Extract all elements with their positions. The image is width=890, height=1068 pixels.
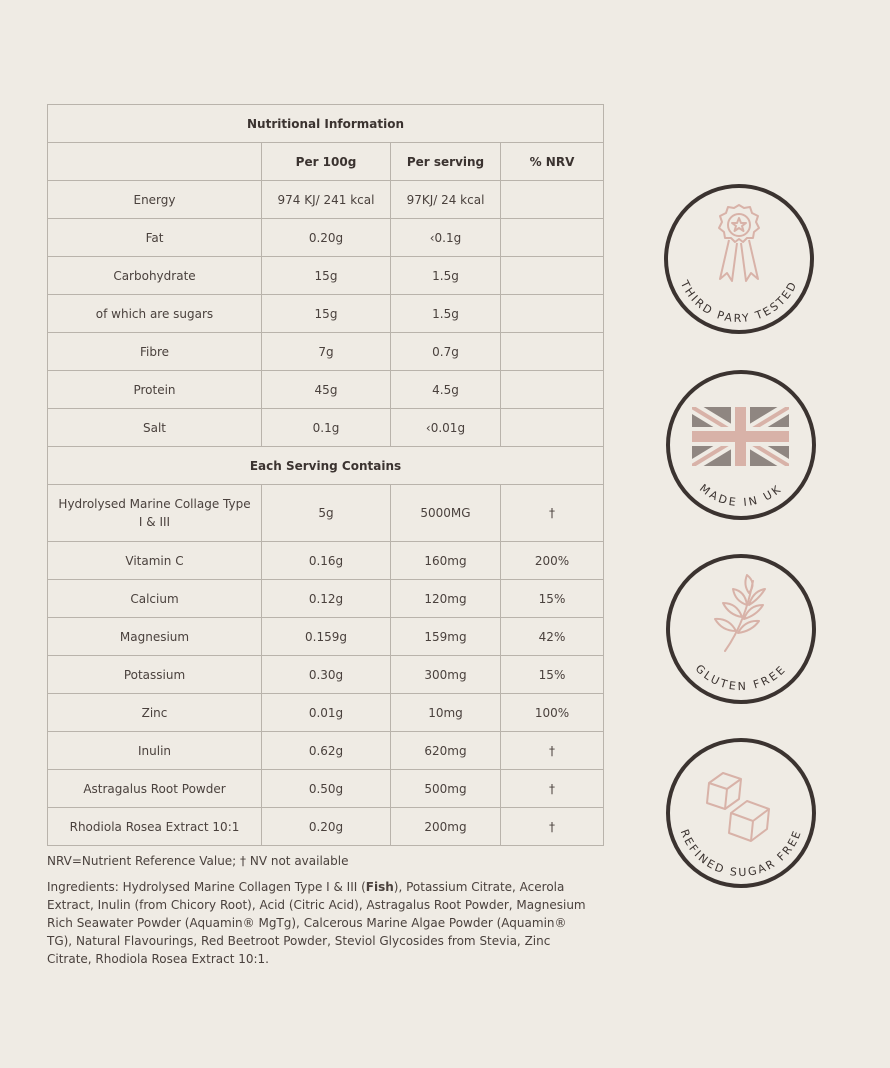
column-header-per-100g: Per 100g — [262, 143, 391, 181]
per-100g-value: 15g — [262, 257, 391, 295]
table-row — [48, 694, 604, 732]
nrv-value: † — [501, 485, 604, 542]
per-100g-value: 0.62g — [262, 732, 391, 770]
table-row — [48, 181, 604, 219]
nutrient-name: Inulin — [48, 732, 262, 770]
nrv-value: 15% — [501, 580, 604, 618]
third-party-tested-badge — [663, 183, 815, 335]
third-party-tested-label: THIRD PARY TESTED — [677, 278, 801, 326]
per-serving-value: 300mg — [391, 656, 501, 694]
nrv-value: 15% — [501, 656, 604, 694]
notes — [47, 852, 587, 976]
per-serving-value: 1.5g — [391, 257, 501, 295]
svg-text:MADE IN UK — [697, 482, 785, 509]
nutrient-name: Energy — [48, 181, 262, 219]
nrv-note: NRV=Nutrient Reference Value; † NV not available — [47, 854, 349, 868]
table-row — [48, 580, 604, 618]
per-100g-value: 0.01g — [262, 694, 391, 732]
made-in-uk-badge — [665, 369, 817, 521]
per-100g-value: 5g — [262, 485, 391, 542]
nrv-value: 100% — [501, 694, 604, 732]
column-header-empty — [48, 143, 262, 181]
ingredients-allergen: Fish — [365, 880, 394, 894]
table-row — [48, 618, 604, 656]
gluten-free-label: GLUTEN FREE — [692, 661, 790, 694]
per-100g-value: 974 KJ/ 241 kcal — [262, 181, 391, 219]
per-serving-value: 159mg — [391, 618, 501, 656]
table-row — [48, 656, 604, 694]
nrv-value: † — [501, 770, 604, 808]
table-row — [48, 542, 604, 580]
per-serving-value: ‹0.01g — [391, 409, 501, 447]
ingredients-part-b: ), Potassium Citrate, Acerola Extract, Inulin (from Chicory Root), Acid (Citric Acid), Astragalus Root Powder, Magnesium Rich Seawater Powder (Aquamin® MgTg), Calcerous Marine Algae Powder (Aquamin® TG), Natural Flavourings, Red Beetroot Powder, Steviol Glycosides from Stevia, Zinc Citrate, Rhodiola Rosea Extract 10:1. — [47, 880, 586, 966]
per-serving-value: 5000MG — [391, 485, 501, 542]
table-row — [48, 770, 604, 808]
wheat-icon — [715, 575, 765, 651]
nutrition-table — [47, 104, 604, 846]
per-serving-value: 120mg — [391, 580, 501, 618]
nrv-value — [501, 295, 604, 333]
table-row — [48, 808, 604, 846]
nutrient-name: Hydrolysed Marine Collage Type I & III — [48, 485, 262, 542]
nrv-value: 42% — [501, 618, 604, 656]
table-row — [48, 219, 604, 257]
nrv-value: † — [501, 808, 604, 846]
per-100g-value: 0.30g — [262, 656, 391, 694]
ingredients-text — [47, 878, 587, 968]
per-serving-value: ‹0.1g — [391, 219, 501, 257]
section-title: Each Serving Contains — [48, 447, 604, 485]
table-row — [48, 257, 604, 295]
nrv-value — [501, 409, 604, 447]
column-header-nrv: % NRV — [501, 143, 604, 181]
refined-sugar-free-label: REFINED SUGAR FREE — [677, 827, 805, 880]
nutrient-name: Protein — [48, 371, 262, 409]
per-serving-value: 1.5g — [391, 295, 501, 333]
per-serving-value: 97KJ/ 24 kcal — [391, 181, 501, 219]
gluten-free-badge — [665, 553, 817, 705]
per-serving-value: 200mg — [391, 808, 501, 846]
nrv-value — [501, 181, 604, 219]
per-serving-value: 620mg — [391, 732, 501, 770]
table-row — [48, 295, 604, 333]
table-row — [48, 371, 604, 409]
nutrient-name: Calcium — [48, 580, 262, 618]
table-row — [48, 333, 604, 371]
nutrient-name: Astragalus Root Powder — [48, 770, 262, 808]
table-title: Nutritional Information — [48, 105, 604, 143]
refined-sugar-free-badge — [665, 737, 817, 889]
per-100g-value: 7g — [262, 333, 391, 371]
nutrient-name: Carbohydrate — [48, 257, 262, 295]
nutrient-name: Magnesium — [48, 618, 262, 656]
per-100g-value: 0.20g — [262, 808, 391, 846]
nutrient-name: Salt — [48, 409, 262, 447]
nrv-value — [501, 219, 604, 257]
nrv-value: 200% — [501, 542, 604, 580]
nutrient-name: Fibre — [48, 333, 262, 371]
per-100g-value: 15g — [262, 295, 391, 333]
column-header-row — [48, 143, 604, 181]
nutrient-name: Rhodiola Rosea Extract 10:1 — [48, 808, 262, 846]
table-row — [48, 485, 604, 542]
per-serving-value: 500mg — [391, 770, 501, 808]
sugar-cubes-icon — [707, 773, 769, 841]
per-serving-value: 10mg — [391, 694, 501, 732]
nutrient-name: Potassium — [48, 656, 262, 694]
per-100g-value: 0.16g — [262, 542, 391, 580]
nrv-value — [501, 371, 604, 409]
svg-text:GLUTEN FREE — [693, 662, 790, 693]
per-100g-value: 0.159g — [262, 618, 391, 656]
per-100g-value: 0.1g — [262, 409, 391, 447]
rosette-star-icon — [719, 205, 759, 281]
nutrient-name: of which are sugars — [48, 295, 262, 333]
per-serving-value: 0.7g — [391, 333, 501, 371]
nutrient-name: Fat — [48, 219, 262, 257]
made-in-uk-label: MADE IN UK — [697, 481, 785, 510]
per-100g-value: 0.20g — [262, 219, 391, 257]
nutrient-name: Vitamin C — [48, 542, 262, 580]
nrv-value — [501, 257, 604, 295]
per-serving-value: 4.5g — [391, 371, 501, 409]
nutrient-name: Zinc — [48, 694, 262, 732]
table-row — [48, 409, 604, 447]
union-jack-icon — [692, 407, 789, 466]
per-100g-value: 0.12g — [262, 580, 391, 618]
nrv-value — [501, 333, 604, 371]
ingredients-part-a: Ingredients: Hydrolysed Marine Collagen Type I & III ( — [47, 880, 366, 894]
per-100g-value: 0.50g — [262, 770, 391, 808]
column-header-per-serving: Per serving — [391, 143, 501, 181]
per-serving-value: 160mg — [391, 542, 501, 580]
table-row — [48, 732, 604, 770]
per-100g-value: 45g — [262, 371, 391, 409]
nrv-value: † — [501, 732, 604, 770]
